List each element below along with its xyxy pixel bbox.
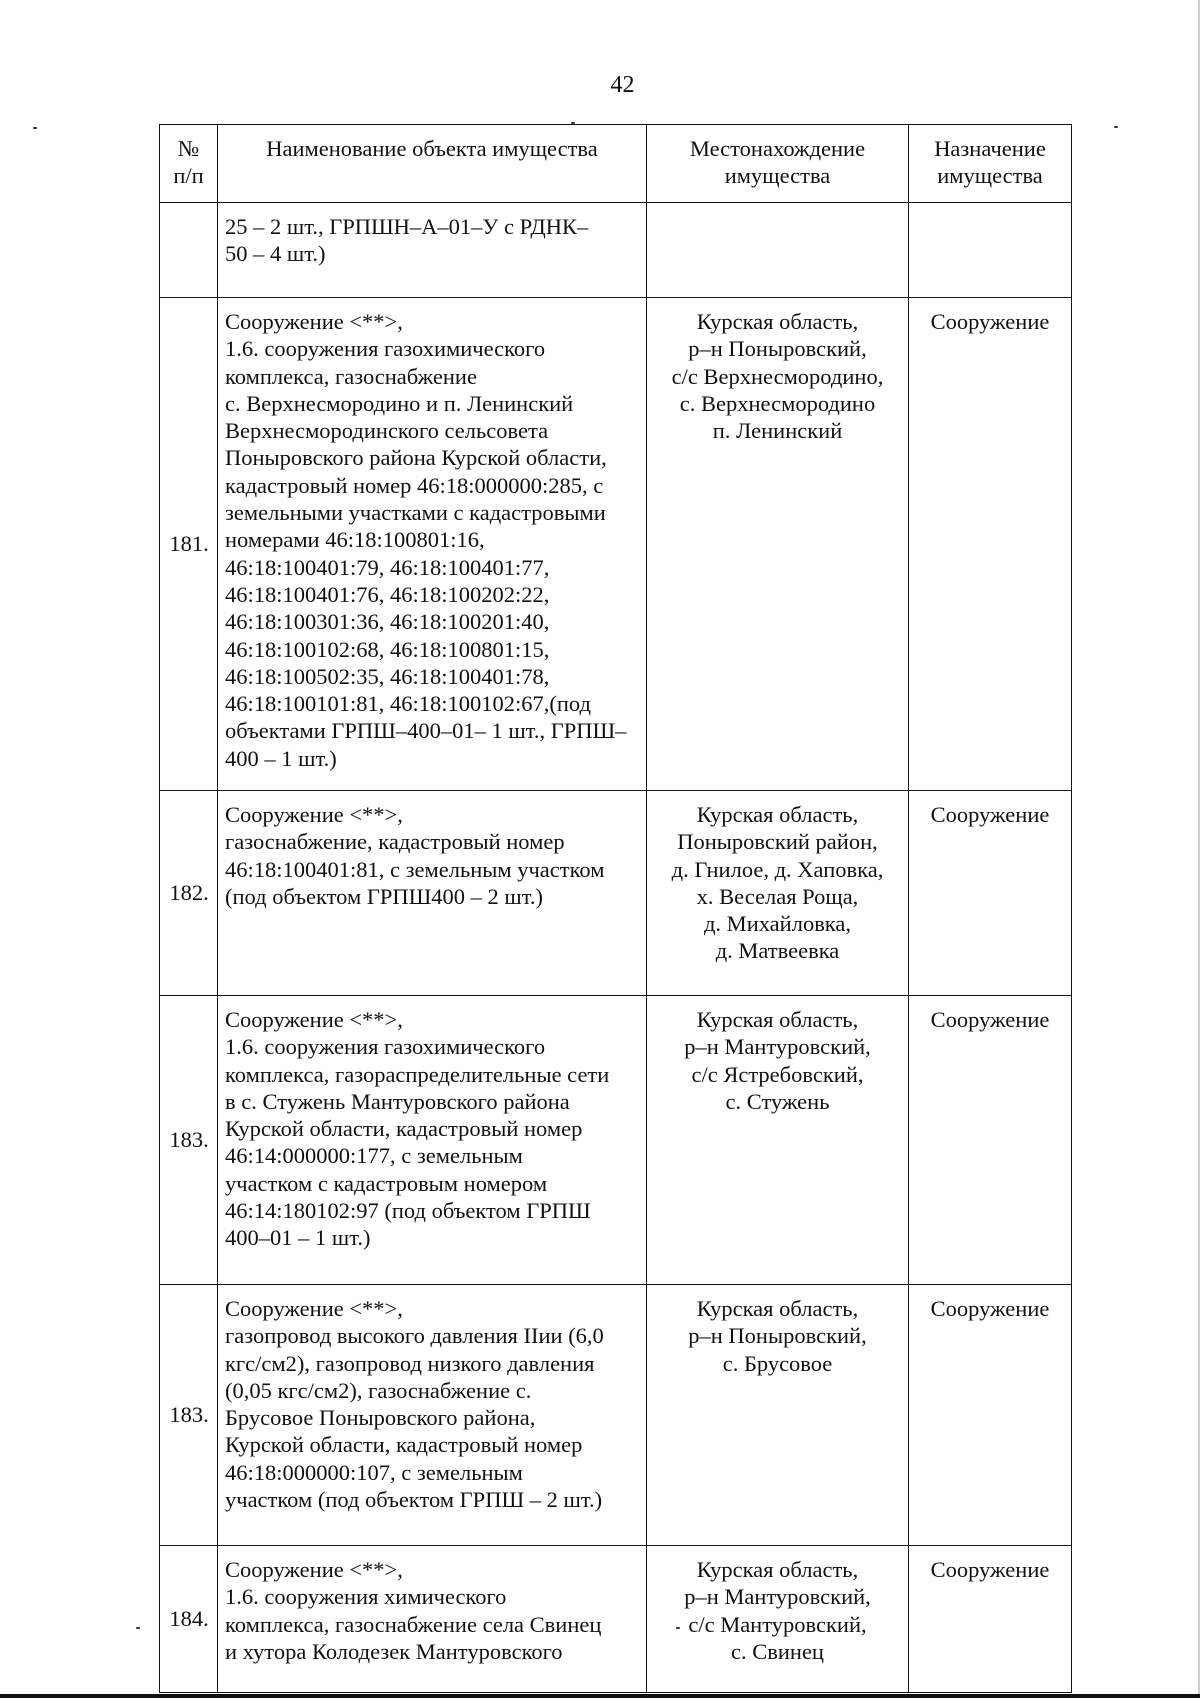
object-name-line: 400–01 – 1 шт.): [225, 1225, 371, 1251]
object-name-line: 1.6. сооружения газохимического: [225, 336, 546, 362]
location-line: с. Брусовое: [722, 1350, 833, 1376]
object-name-line: газопровод высокого давления IIии (6,0: [225, 1323, 604, 1349]
object-name-line: участком с кадастровым номером: [225, 1170, 548, 1196]
header-name-line: Наименование объекта имущества: [266, 136, 598, 161]
location-line: п. Ленинский: [712, 418, 843, 444]
object-name-line: Сооружение <**>,: [225, 1007, 403, 1032]
object-name-line: 46:18:100401:79, 46:18:100401:77,: [225, 554, 550, 580]
row-purpose: [909, 1546, 1072, 1693]
row-number: 183.: [160, 1285, 218, 1546]
object-name-line: 46:18:000000:107, с земельным: [225, 1459, 523, 1485]
location-line: Курская область,: [696, 309, 859, 334]
header-location-line: имущества: [724, 163, 831, 189]
table-row: [160, 791, 1072, 996]
header-location: [647, 125, 909, 203]
object-name-line: 46:18:100102:68, 46:18:100801:15,: [225, 636, 550, 662]
row-location: [647, 203, 909, 298]
row-location: [647, 996, 909, 1285]
scan-speck: [1114, 126, 1118, 128]
object-name-line: кадастровый номер 46:18:000000:285, с: [225, 472, 604, 498]
location-line: Поныровский район,: [677, 829, 878, 855]
purpose-line: Сооружение: [930, 802, 1050, 827]
object-name-line: 46:18:100301:36, 46:18:100201:40,: [225, 609, 550, 635]
object-name-line: Сооружение <**>,: [225, 1557, 403, 1582]
row-number: 183.: [160, 996, 218, 1285]
header-row: [160, 125, 1072, 203]
row-number: 184.: [160, 1546, 218, 1693]
header-number-line: п/п: [173, 163, 204, 189]
object-name-line: 46:14:000000:177, с земельным: [225, 1143, 523, 1169]
header-name: [218, 125, 647, 203]
object-name-line: газоснабжение, кадастровый номер: [225, 829, 565, 855]
location-line: Курская область,: [696, 1007, 859, 1032]
header-location-line: Местонахождение: [689, 136, 866, 161]
row-object-name: [218, 203, 647, 298]
object-name-line: и хутора Колодезек Мантуровского: [225, 1638, 563, 1664]
object-name-line: 25 – 2 шт., ГРПШН–А–01–У с РДНК–: [225, 214, 589, 239]
row-purpose: [909, 1285, 1072, 1546]
object-name-line: комплекса, газораспределительные сети: [225, 1061, 610, 1087]
header-number-line: №: [177, 136, 200, 161]
location-line: Курская область,: [696, 1296, 859, 1321]
table-row: [160, 1546, 1072, 1693]
location-line: Курская область,: [696, 1557, 859, 1582]
object-name-line: Курской области, кадастровый номер: [225, 1432, 583, 1458]
row-purpose: [909, 996, 1072, 1285]
object-name-line: (под объектом ГРПШ400 – 2 шт.): [225, 883, 543, 909]
row-object-name: [218, 1285, 647, 1546]
location-line: д. Гнилое, д. Хаповка,: [671, 856, 884, 882]
table-row: [160, 203, 1072, 298]
location-line: Курская область,: [696, 802, 859, 827]
scan-speck: [571, 122, 575, 124]
row-object-name: [218, 791, 647, 996]
scan-speck: [676, 1627, 680, 1629]
object-name-line: 1.6. сооружения химического: [225, 1584, 507, 1610]
location-line: с. Верхнесмородино: [679, 390, 876, 416]
location-line: с/с Ястребовский,: [691, 1061, 864, 1087]
purpose-line: Сооружение: [930, 1007, 1050, 1032]
object-name-line: Сооружение <**>,: [225, 802, 403, 827]
header-number: [160, 125, 218, 203]
object-name-line: 46:18:100502:35, 46:18:100401:78,: [225, 663, 550, 689]
object-name-line: 46:18:100401:81, с земельным участком: [225, 856, 605, 882]
location-line: р–н Поныровский,: [688, 1323, 867, 1349]
table-row: [160, 996, 1072, 1285]
table-row: [160, 298, 1072, 791]
object-name-line: Сооружение <**>,: [225, 309, 403, 334]
row-object-name: [218, 298, 647, 791]
location-line: д. Михайловка,: [703, 911, 852, 937]
row-number: 182.: [160, 791, 218, 996]
object-name-line: номерами 46:18:100801:16,: [225, 527, 485, 553]
object-name-line: (0,05 кгс/см2), газоснабжение с.: [225, 1377, 532, 1403]
object-name-line: Верхнесмородинского сельсовета: [225, 418, 549, 444]
object-name-line: Поныровского района Курской области,: [225, 445, 607, 471]
row-number: 181.: [160, 298, 218, 791]
object-name-line: 400 – 1 шт.): [225, 745, 337, 771]
object-name-line: участком (под объектом ГРПШ – 2 шт.): [225, 1487, 603, 1513]
row-location: [647, 1546, 909, 1693]
property-registry-table: [159, 124, 1072, 1693]
object-name-line: 46:18:100401:76, 46:18:100202:22,: [225, 581, 550, 607]
object-name-line: в с. Стужень Мантуровского района: [225, 1088, 570, 1114]
location-line: с. Стужень: [725, 1088, 830, 1114]
row-location: [647, 1285, 909, 1546]
table-header: [160, 125, 1072, 203]
header-purpose-line: Назначение: [934, 136, 1046, 161]
row-location: [647, 298, 909, 791]
object-name-line: 1.6. сооружения газохимического: [225, 1034, 546, 1060]
row-number: [160, 203, 218, 298]
object-name-line: 46:14:180102:97 (под объектом ГРПШ: [225, 1198, 591, 1224]
object-name-line: комплекса, газоснабжение села Свинец: [225, 1611, 602, 1637]
table-row: [160, 1285, 1072, 1546]
location-line: р–н Поныровский,: [688, 336, 867, 362]
table-body: [160, 203, 1072, 1693]
row-object-name: [218, 996, 647, 1285]
object-name-line: Курской области, кадастровый номер: [225, 1116, 583, 1142]
purpose-line: Сооружение: [930, 1296, 1050, 1321]
object-name-line: 46:18:100101:81, 46:18:100102:67,(под: [225, 691, 591, 717]
location-line: с/с Верхнесмородино,: [671, 363, 884, 389]
object-name-line: кгс/см2), газопровод низкого давления: [225, 1350, 595, 1376]
header-purpose-line: имущества: [937, 163, 1043, 189]
row-object-name: [218, 1546, 647, 1693]
location-line: р–н Мантуровский,: [684, 1584, 871, 1610]
row-purpose: [909, 791, 1072, 996]
object-name-line: комплекса, газоснабжение: [225, 363, 477, 389]
location-line: д. Матвеевка: [715, 938, 840, 964]
row-purpose: [909, 203, 1072, 298]
purpose-line: Сооружение: [930, 1557, 1050, 1582]
object-name-line: объектами ГРПШ–400–01– 1 шт., ГРПШ–: [225, 718, 627, 744]
scan-speck: [136, 1627, 140, 1629]
object-name-line: с. Верхнесмородино и п. Ленинский: [225, 390, 574, 416]
location-line: с. Свинец: [731, 1638, 824, 1664]
scan-bottom-edge: [0, 1694, 1200, 1698]
object-name-line: 50 – 4 шт.): [225, 241, 326, 267]
location-line: х. Веселая Роща,: [696, 883, 859, 909]
header-purpose: [909, 125, 1072, 203]
scan-speck: [33, 127, 37, 129]
location-line: р–н Мантуровский,: [684, 1034, 871, 1060]
object-name-line: Сооружение <**>,: [225, 1296, 403, 1321]
purpose-line: Сооружение: [930, 309, 1050, 334]
location-line: с/с Мантуровский,: [688, 1611, 867, 1637]
object-name-line: Брусовое Поныровского района,: [225, 1405, 536, 1431]
object-name-line: земельными участками с кадастровыми: [225, 500, 606, 526]
row-purpose: [909, 298, 1072, 791]
page-number: 42: [610, 72, 635, 98]
row-location: [647, 791, 909, 996]
